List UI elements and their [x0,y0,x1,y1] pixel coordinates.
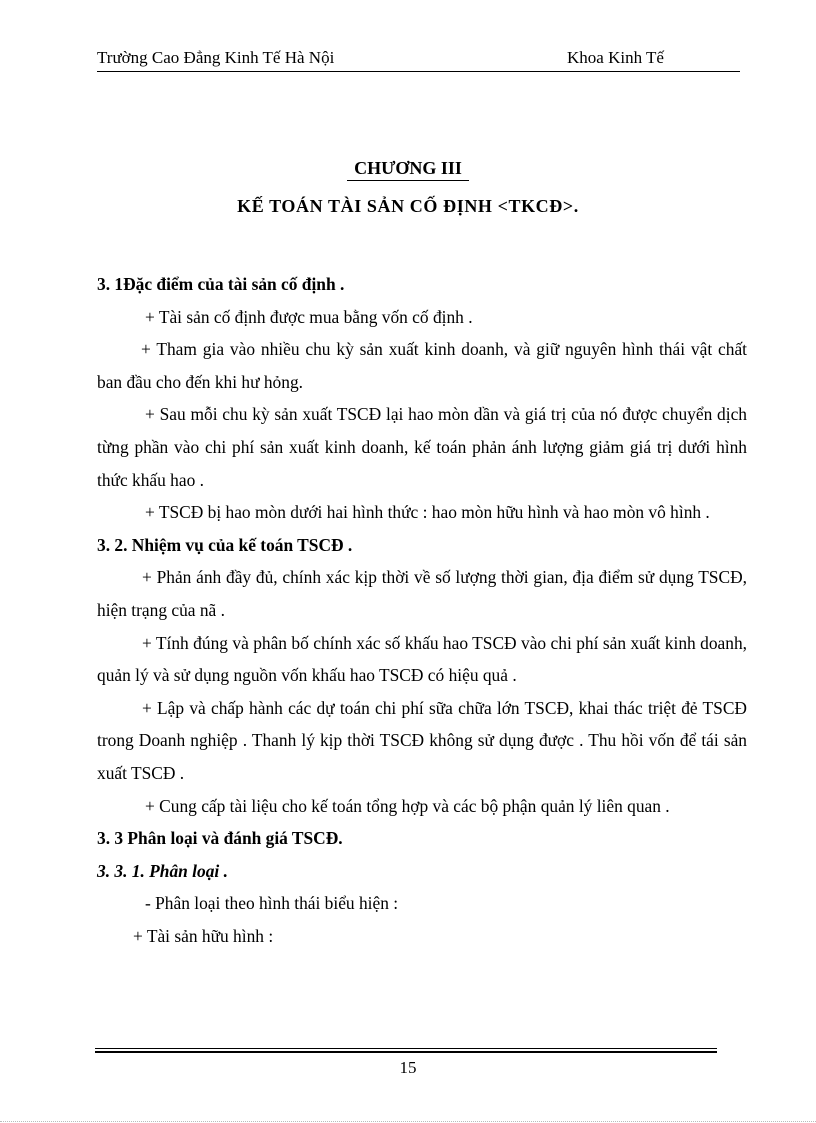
header-rule [97,71,740,72]
page-number: 15 [399,1058,417,1077]
footer-rule-thin [95,1048,717,1049]
paragraph: + Lập và chấp hành các dự toán chi phí sữa chữa lớn TSCĐ, khai thác triệt đẻ TSCĐ trong Doanh nghiệp . Thanh lý kịp thời TSCĐ không sử dụng được . Thu hồi vốn để tái sản xuất TSCĐ . [97,697,747,783]
header-faculty-name: Khoa Kinh Tế [567,48,664,67]
section-3-1-heading: 3. 1Đặc điểm của tài sản cố định . [97,274,345,294]
footer-rule-thick [95,1051,717,1053]
document-body [97,268,747,952]
paragraph: + Tính đúng và phân bố chính xác số khấu hao TSCĐ vào chi phí sản xuất kinh doanh, quản lý và sử dụng nguồn vốn khấu hao TSCĐ có hiệu quả . [97,632,747,686]
paragraph: + Phản ánh đầy đủ, chính xác kịp thời về số lượng thời gian, địa điểm sử dụng TSCĐ, hiện trạng của nã . [97,567,747,620]
paragraph: + TSCĐ bị hao mòn dưới hai hình thức : hao mòn hữu hình và hao mòn vô hình . [145,502,710,523]
paragraph: + Tài sản hữu hình : [133,925,274,946]
paragraph: + Tài sản cố định được mua bằng vốn cố định . [145,306,473,327]
header-school-name: Trường Cao Đẳng Kinh Tế Hà Nội [97,48,335,67]
paragraph: + Cung cấp tài liệu cho kế toán tổng hợp và các bộ phận quản lý liên quan . [145,795,670,816]
chapter-number-text: CHƯƠNG III [347,158,469,181]
section-3-3-heading: 3. 3 Phân loại và đánh giá TSCĐ. [97,828,343,849]
section-3-3-1-heading: 3. 3. 1. Phân loại . [97,860,228,881]
paragraph: + Tham gia vào nhiều chu kỳ sản xuất kinh doanh, và giữ nguyên hình thái vật chất ban đầu cho đến khi hư hỏng. [97,339,747,392]
chapter-title: KẾ TOÁN TÀI SẢN CỐ ĐỊNH <TKCĐ>. [237,196,579,216]
chapter-number [0,158,816,181]
paragraph: - Phân loại theo hình thái biểu hiện : [145,893,399,914]
page-header [97,48,740,72]
page-bottom-dotted-rule [0,1121,816,1122]
section-3-2-heading: 3. 2. Nhiệm vụ của kế toán TSCĐ . [97,534,353,555]
paragraph: + Sau mỗi chu kỳ sản xuất TSCĐ lại hao mòn dần và giá trị của nó được chuyển dịch từng phần vào chi phí sản xuất kinh doanh, kế toán phản ánh lượng giảm giá trị dưới hình thức khấu hao . [97,404,747,490]
